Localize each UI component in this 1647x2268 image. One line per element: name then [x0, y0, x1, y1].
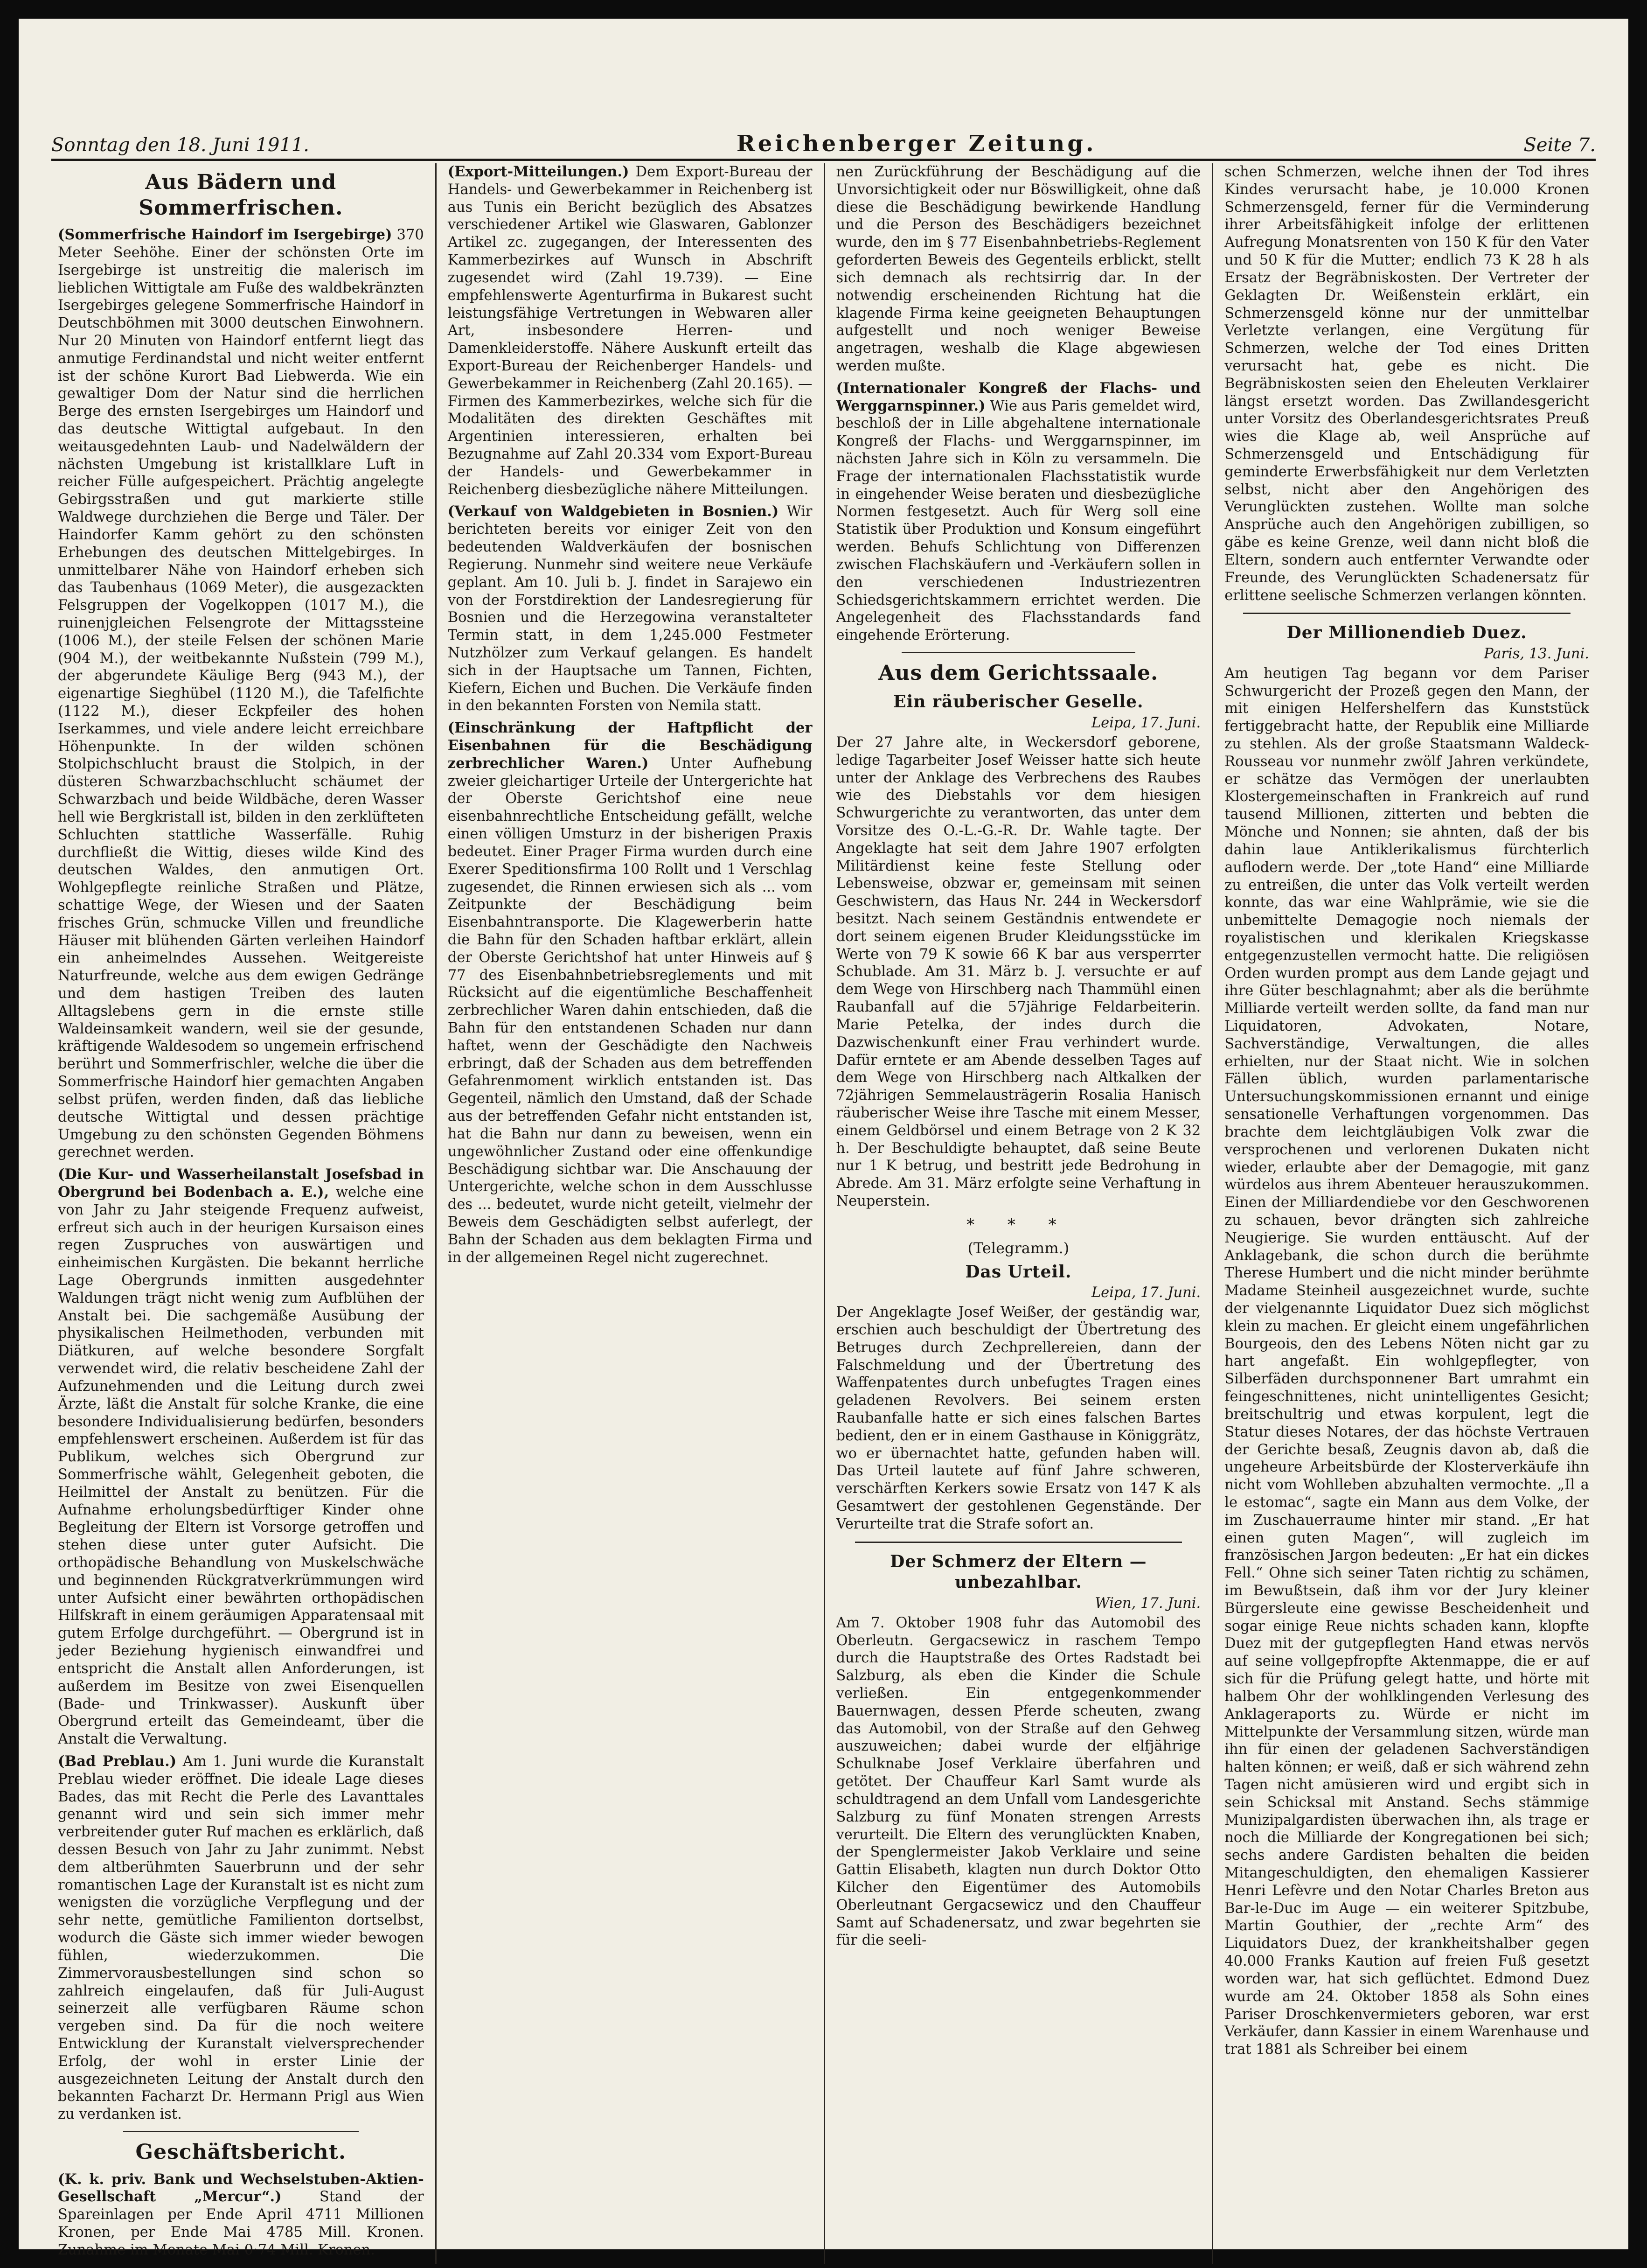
article-body: Dem Export-Bureau der Handels- und Gewerbekammer in Reichenberg ist aus Tunis ein Bericht bezüglich des Absatzes verschiedener Artikel wie Glaswaren, Gablonzer Artikel zc. zugegangen, der Interessenten des Kammerbezirkes auf Wunsch in Abschrift zugesendet wird (Zahl 19.739). — Eine empfehlenswerte Agenturfirma in Bukarest sucht leistungsfähige Vertretungen in Webwaren aller Art, insbesondere Herren- und Damenkleiderstoffe. Nähere Auskunft erteilt das Export-Bureau der Reichenberger Handels- und Gewerbekammer in Reichenberg (Zahl 20.165). — Firmen des Kammerbezirkes, welche sich für die Modalitäten des direkten Geschäftes mit Argentinien interessieren, erhalten bei Bezugnahme auf Zahl 20.334 vom Export-Bureau der Handels- und Gewerbekammer in Reichenberg diesbezügliche nähere Mitteilungen. — [447, 164, 813, 498]
column-3 — [824, 163, 1212, 2264]
article-haftpflicht — [448, 719, 813, 1266]
article-body: Am heutigen Tag begann vor dem Pariser Schwurgericht der Prozeß gegen den Mann, der mit einigen Helfershelfern das Kunststück fertiggebracht hatte, der Republik eine Milliarde zu stehlen. Als der große Staatsmann Waldeck-Rousseau vor nunmehr zwölf Jahren verkündete, er schätze das Vermögen der unerlaubten Klostergemeinschaften in Frankreich auf rund tausend Millionen, zitterten und bebten die Mönche und Nonnen; sie ahnten, daß der bis dahin laue Antiklerikalismus fürchterlich auflodern werde. Der „tote Hand“ eine Milliarde zu entreißen, die unter das Volk verteilt werden konnte, das war eine Wahlprämie, wie sie die unbemittelte Demagogie noch niemals der royalistischen und klerikalen Kriegskasse entgegenzustellen vermocht hatte. Die religiösen Orden wurden prompt aus dem Lande gejagt und ihre Güter beschlagnahmt; aber als die berühmte Milliarde verteilt werden sollte, da fand man nur Liquidatoren, Advokaten, Notare, Sachverständige, Verwaltungen, die alles erhielten, nur der Staat nicht. Wie in solchen Fällen üblich, wurden parlamentarische Untersuchungskommissionen ernannt und einige sensationelle Verhaftungen vorgenommen. Das brachte dem leichtgläubigen Volk zwar die versprochenen und verlorenen Dukaten nicht wieder, erlaubte aber der Demagogie, mit ganz würdelos aus ihrem Abenteuer herauszukommen. Einen der Milliardendiebe vor den Geschworenen zu schauen, bevor drängten sich zahlreiche Neugierige. Sie wurden enttäuscht. Auf der Anklagebank, die schon durch die berühmte Therese Humbert und die nicht minder berühmte Madame Steinheil ausgezeichnet wurde, suchte der vielgenannte Liquidator Duez sich möglichst klein zu machen. Er gleicht einem ungefährlichen Bourgeois, den des Lebens Nöten nicht gar zu hart angefaßt. Ein wohlgepflegter, von Silberfäden durchsponnener Bart umrahmt ein feingeschnittenes, nicht unintelligentes Gesicht; breitschultrig und etwas korpulent, legt die Statur dieses Notares, der das höchste Vertrauen der Gerichte besaß, Zeugnis davon ab, daß die ungeheure Arbeitsbürde der Klosterverkäufe ihn nicht vom Wohlleben abzuhalten vermochte. „Il a le estomac“, sagte ein Mann aus dem Volke, der im Zuschauerraume hinter mir stand. „Er hat einen guten Magen“, will zugleich im französischen Jargon bedeuten: „Er hat ein dickes Fell.“ Ohne sich seiner Taten richtig zu schämen, im Bewußtsein, daß ihm vor der Jury kleiner Bürgersleute eine gewisse Bescheidenheit und sogar einige Reue nichts schaden kann, klopfte Duez mit der gutgepflegten Hand etwas nervös auf seine vollgepfropfte Aktenmappe, die er auf sich für die Prüfung gelegt hatte, und hörte mit halbem Ohr der wohlklingenden Verlesung des Anklageraports zu. Würde er nicht im Mittelpunkte der Versammlung sitzen, würde man ihn für einen der geladenen Sachverständigen halten können; er weiß, daß er sich während zehn Tagen nicht amüsieren wird und ergibt sich in sein Schicksal mit Anstand. Sechs stämmige Munizipalgardisten überwachen ihn, als trage er noch die Milliarde der Kongregationen bei sich; sechs andere Gardisten behalten die beiden Mitangeschuldigten, den ehemaligen Kassierer Henri Lefèvre und den Notar Charles Breton aus Bar-le-Duc im Auge — ein weiterer Spitzbube, Martin Gouthier, der „rechte Arm“ des Liquidators Duez, der krankheitshalber gegen 40.000 Franks Kaution auf freien Fuß gesetzt worden war, hat sich geflüchtet. Edmond Duez wurde am 24. Oktober 1858 als Sohn eines Pariser Droschkenvermieters geboren, war erst Verkäufer, dann Kassier in einem Warenhause und trat 1881 als Schreiber bei einem — [1224, 665, 1589, 2058]
article-body: nen Zurückführung der Beschädigung auf die Unvorsichtigkeit oder nur Böswilligkeit, ohne daß diese die Beschädigung bewirkende Handlung und die Person des Beschädigers bezeichnet wurde, den im § 77 Eisenbahnbetriebs-Reglement geforderten Beweis des Gegenteils erblickt, stellt sich demnach als rechtsirrig dar. In der notwendig erscheinenden Richtung hat die klagende Firma keine geeigneten Behauptungen aufgestellt und noch weniger Beweise angetragen, weshalb die Klage abgewiesen werden mußte. — [836, 164, 1201, 374]
article-body: schen Schmerzen, welche ihnen der Tod ihres Kindes verursacht habe, je 10.000 Kronen Schmerzensgeld, ferner für die Verminderung ihrer Arbeitsfähigkeit infolge der erlittenen Aufregung Monatsrenten von 150 K für den Vater und 50 K für die Mutter; endlich 73 K 28 h als Ersatz der Begräbniskosten. Der Vertreter der Geklagten Dr. Weißenstein erklärt, ein Schmerzensgeld könne nur der unmittelbar Verletzte verlangen, eine Vergütung für Schmerzen, welche der Tod eines Dritten verursacht hat, gebe es nicht. Die Begräbniskosten seien den Eheleuten Verklairer längst ersetzt worden. Das Zwillandesgericht unter Vorsitz des Oberlandesgerichtsrates Preuß wies die Klage ab, weil Ansprüche auf Schmerzensgeld und Entschädigung für geminderte Erwerbsfähigkeit nur dem Verletzten selbst, nicht aber den Angehörigen des Verunglückten zustehen. Wollte man solche Ansprüche auch den Angehörigen zubilligen, so gäbe es keine Grenze, weil dann nicht bloß die Eltern, sondern auch entfernter Verwandte oder Freunde, des Verunglückten Schadenersatz für erlittene seelische Schmerzen verlangen könnten. — [1224, 164, 1589, 604]
column-2 — [435, 163, 824, 2264]
issue-date: Sonntag den 18. Juni 1911. — [51, 134, 309, 156]
scan-border-left — [0, 0, 19, 2268]
dateline: Paris, 13. Juni. — [1484, 645, 1589, 662]
article-body: Unter Aufhebung zweier gleichartiger Urteile der Untergerichte hat der Oberste Gerichtshof eine neue eisenbahnrechtliche Entscheidung gefällt, welche einen völligen Umsturz in der bisherigen Praxis bedeutet. Einer Prager Firma wurden durch eine Exerer Speditionsfirma 100 Rollt und 1 Verschlag zugesendet, die Rinnen erwiesen sich als ... vom Zeitpunkte der Beschädigung beim Eisenbahntransporte. Die Klagewerberin hatte die Bahn für den Schaden haftbar erklärt, allein der Oberste Gerichtshof hat unter Hinweis auf § 77 des Eisenbahnbetriebsreglements und mit Rücksicht auf die eigentümliche Beschaffenheit zerbrechlicher Waren dahin entschieden, daß die Bahn für den entstandenen Schaden nur dann haftet, wenn der Geschädigte den Nachweis erbringt, daß der Schaden aus dem betreffenden Gefahrenmoment wirklich entstanden ist. Das Gegenteil, nämlich den Umstand, daß der Schade aus der betreffenden Gefahr nicht entstanden ist, hat die Bahn nur dann zu beweisen, wenn ein ungewöhnlicher Zustand oder eine offenkundige Beschädigung sichtbar war. Die Anschauung der Untergerichte, welche schon in dem Ausschlusse des ... bedeutet, wurde nicht geteilt, vielmehr der Beweis dem Geschädigten selbst auferlegt, der Bahn der Schaden aus dem beklagten Firma und in der allgemeinen Regel nicht zugerechnet. — [447, 755, 813, 1266]
section-title-baeder: Aus Bädern und Sommerfrischen. — [139, 170, 343, 220]
article-duez — [1224, 665, 1589, 2059]
article-headline: Der Schmerz der Eltern — unbezahlbar. — [890, 1551, 1147, 1592]
article-body: Stand der Spareinlagen per Ende April 4711 Millionen Kronen, per Ende Mai 4785 Mill. Kronen. Zunahme im Monate Mai 0·74 Mill. Kronen. — [58, 2189, 424, 2258]
divider — [1243, 613, 1571, 614]
page-header — [51, 126, 1596, 161]
article-body: Der Angeklagte Josef Weißer, der geständig war, erschien auch beschuldigt der Übertretung des Betruges durch Zechprellereien, dann der Falschmeldung und der Übertretung des Waffenpatentes durch unbefugtes Tragen eines geladenen Revolvers. Bei seinem ersten Raubanfalle hatte er sich eines falschen Bartes bedient, den er in einem Gasthause in Königgrätz, wo er übernachtet hatte, gefunden haben will. Das Urteil lautete auf fünf Jahre schweren, verschärften Kerkers sowie Ersatz von 147 K als Gesamtwert der gestohlenen Gegenstände. Der Verurteilte trat die Strafe sofort an. — [836, 1304, 1201, 1532]
column-4 — [1212, 163, 1600, 2264]
telegram-kicker: (Telegramm.) — [967, 1239, 1070, 1257]
article-body: Der 27 Jahre alte, in Weckersdorf geborene, ledige Tagarbeiter Josef Weisser hatte sich heute unter der Anklage des Verbrechens des Raubes wie des Diebstahls vor dem hiesigen Schwurgerichte zu verantworten, das unter dem Vorsitze des O.-L.-G.-R. Dr. Wahle tagte. Der Angeklagte hat seit dem Jahre 1907 erfolgten Militärdienst keine feste Stellung oder Lebensweise, obzwar er, gemeinsam mit seinen Geschwistern, das Haus Nr. 244 in Weckersdorf besitzt. Nach seinem Geständnis entwendete er dort seinem eigenen Bruder Kleidungsstücke im Werte von 79 K sowie 66 K bar aus versperrter Schublade. Am 31. März b. J. versuchte er auf dem Wege von Hirschberg nach Thammühl einen Raubanfall auf die 57jährige Feldarbeiterin. Marie Petelka, der indes durch die Dazwischenkunft einer Frau verhindert wurde. Dafür erntete er am Abende desselben Tages auf dem Wege von Hirschberg nach Altkalken der 72jährigen Semmelausträgerin Rosalia Hanisch räuberischer Weise ihre Tasche mit einem Messer, einem Geldbörsel und einem Betrage von 2 K 32 h. Der Beschuldigte behauptet, daß seine Beute nur 1 K betrug, und bestritt jede Bedrohung in Abrede. Am 31. März erfolgte seine Verhaftung in Neuperstein. — [836, 734, 1201, 1210]
text-columns — [47, 163, 1600, 2258]
dateline: Leipa, 17. Juni. — [1091, 715, 1201, 732]
article-headline: Ein räuberischer Geselle. — [893, 692, 1144, 712]
article-title: (Internationaler Kongreß der Flachs- und Werggarnspinner.) — [836, 379, 1201, 414]
article-title: (Die Kur- und Wasserheilanstalt Josefsbad in Obergrund bei Bodenbach a. E.), — [58, 1166, 424, 1200]
article-body: Am 7. Oktober 1908 fuhr das Automobil des Oberleutn. Gergacsewicz in raschem Tempo durch die Hauptstraße des Ortes Radstadt bei Salzburg, als eben die Kinder die Schule verließen. Ein entgegenkommender Bauernwagen, dessen Pferde scheuten, zwang das Automobil, von der Straße auf den Gehweg auszuweichen; dabei wurde der elfjährige Schulknabe Josef Verklaire überfahren und getötet. Der Chauffeur Karl Samt wurde als schuldtragend an dem Unfall vom Landesgerichte Salzburg zu fünf Monaten strengen Arrests verurteilt. Die Eltern des verunglückten Knaben, der Spenglermeister Jakob Verklaire und seine Gattin Elisabeth, klagten nun durch Doktor Otto Kilcher den Eigentümer des Automobils Oberleutnant Gergacsewicz und den Chauffeur Samt auf Schadenersatz, und zwar begehrten sie für die seeli- — [836, 1614, 1201, 1949]
divider — [855, 1542, 1182, 1543]
article-title: (Export-Mitteilungen.) — [447, 163, 629, 180]
article-headline: Das Urteil. — [965, 1262, 1072, 1282]
article-schmerz-eltern — [836, 1614, 1201, 1949]
divider — [902, 652, 1136, 653]
scan-border-right — [1628, 0, 1647, 2268]
asterism: * * * — [966, 1215, 1070, 1234]
article-haftpflicht-continued — [836, 163, 1201, 375]
article-title: (Einschränkung der Haftpflicht der Eisenbahnen für die Beschädigung zerbrechlicher Waren.) — [447, 719, 813, 772]
dateline: Leipa, 17. Juni. — [1091, 1284, 1201, 1301]
article-body: welche eine von Jahr zu Jahr steigende Frequenz aufweist, erfreut sich auch in der heurigen Kursaison eines regen Zuspruches von auswärtigen und einheimischen Kurgästen. Die bekannt herrliche Lage Obergrunds inmitten ausgedehnter Waldungen trägt nicht wenig zum Aufblühen der Anstalt bei. Die sachgemäße Ausübung der physikalischen Heilmethoden, verbunden mit Diätkuren, auf welche besondere Sorgfalt verwendet wird, die relativ bescheidene Zahl der Aufzunehmenden und die Leitung durch zwei Ärzte, läßt die Anstalt für solche Kranke, die eine besondere Individualisierung bedürfen, besonders empfehlenswert erscheinen. Außerdem ist für das Publikum, welches sich Obergrund zur Sommerfrische wählt, Gelegenheit geboten, die Heilmittel der Anstalt zu benützen. Für die Aufnahme erholungsbedürftiger Kinder ohne Begleitung der Eltern ist Vorsorge getroffen und stehen diese unter guter Aufsicht. Die orthopädische Behandlung von Muskelschwäche und beginnenden Rückgratverkrümmungen wird unter Aufsicht einer bewährten orthopädischen Hilfskraft in einem geräumigen Apparatensaal mit gutem Erfolge durchgeführt. — Obergrund ist in jeder Beziehung hygienisch einwandfrei und entspricht die Anstalt allen Anforderungen, ist außerdem im Besitze von zwei Eisenquellen (Bade- und Trinkwasser). Auskunft über Obergrund erteilt das Gemeindeamt, über die Anstalt die Verwaltung. — [58, 1184, 424, 1748]
article-title: (K. k. priv. Bank und Wechselstuben-Aktien-Gesellschaft „Mercur“.) — [58, 2170, 424, 2205]
article-preblau — [58, 1753, 424, 2123]
article-title: (Bad Preblau.) — [58, 1752, 177, 1770]
dateline: Wien, 17. Juni. — [1095, 1595, 1201, 1612]
article-title: (Sommerfrische Haindorf im Isergebirge) — [58, 226, 392, 244]
article-urteil — [836, 1304, 1201, 1533]
scan-border-top — [0, 0, 1647, 19]
article-bosnien — [448, 503, 813, 715]
page-number: Seite 7. — [1523, 134, 1596, 156]
article-flachs-kongress — [836, 380, 1201, 644]
article-raeuber — [836, 734, 1201, 1210]
article-headline: Der Millionendieb Duez. — [1286, 623, 1527, 643]
section-title-geschaeftsbericht: Geschäftsbericht. — [135, 2140, 347, 2164]
divider — [123, 2131, 359, 2132]
article-body: Wie aus Paris gemeldet wird, beschloß der in Lille abgehaltene internationale Kongreß der Flachs- und Werggarnspinner, im nächsten Jahre sich in Köln zu versammeln. Die Frage der internationalen Flachsstatistik wurde in eingehender Weise beraten und diesbezügliche Normen festgesetzt. Auch für Werg soll eine Statistik über Produktion und Konsum eingeführt werden. Behufs Schlichtung von Differenzen zwischen Flachskäufern und -Verkäufern sollen in den verschiedenen Industriezentren Schiedsgerichtskammern errichtet werden. Die Angelegenheit des Flachsstandards fand eingehende Erörterung. — [836, 398, 1201, 644]
column-1 — [47, 163, 435, 2264]
masthead-title: Reichenberger Zeitung. — [736, 131, 1097, 157]
article-title: (Verkauf von Waldgebieten in Bosnien.) — [447, 503, 779, 520]
article-schmerz-eltern-continued — [1224, 163, 1589, 604]
section-title-gerichtssaal: Aus dem Gerichtssaale. — [878, 661, 1159, 685]
article-josefsbad — [58, 1166, 424, 1748]
article-haindorf — [58, 226, 424, 1161]
article-mercur — [58, 2171, 424, 2259]
article-export — [448, 163, 813, 498]
article-body: 370 Meter Seehöhe. Einer der schönsten Orte im Isergebirge ist unstreitig die malerisch im lieblichen Wittigtale am Fuße des waldbekränzten Isergebirges gelegene Sommerfrische Haindorf in Deutschböhmen mit 3000 deutschen Einwohnern. Nur 20 Minuten von Haindorf entfernt liegt das anmutige Ferdinandstal und nicht weiter entfernt ist der schöne Kurort Bad Liebwerda. Wie ein gewaltiger Dom der Natur sind die herrlichen Berge des ernsten Isergebirges um Haindorf und das deutsche Wittigtal aufgebaut. In den weitausgedehnten Laub- und Nadelwäldern der nächsten Umgebung ist kristallklare Luft in reicher Fülle aufgespeichert. Prächtig angelegte Gebirgsstraßen und gut markierte stille Waldwege durchziehen die Berge und Täler. Der Haindorfer Kamm gehört zu den schönsten Erhebungen des deutschen Mittelgebirges. In unmittelbarer Nähe von Haindorf erheben sich das Taubenhaus (1069 Meter), die ausgezackten Felsgruppen der Vogelkoppen (1017 M.), die ruinenjgleichen Felsengrote der Mittagssteine (1006 M.), der steile Felsen der schönen Marie (904 M.), der weitbekannte Nußstein (799 M.), der abgerundete Käulige Berg (943 M.), der eigenartige Sieghübel (1120 M.), die Tafelfichte (1122 M.), dieser Eckpfeiler des hohen Iserkammes, und viele andere leicht erreichbare Höhenpunkte. In der wilden schönen Stolpichschlucht braust die Stolpich, in der düsteren Schwarzbachschlucht schäumet der Schwarzbach und beide Wildbäche, deren Wasser hell wie Bergkristall ist, bilden in den zerklüfteten Schluchten stattliche Wasserfälle. Ruhig durchfließt die Wittig, dieses wilde Kind des deutschen Waldes, den anmutigen Ort. Wohlgepflegte reinliche Straßen und Plätze, schattige Wege, der Wiesen und der Saaten frisches Grün, schmucke Villen und freundliche Häuser mit blühenden Gärten verleihen Haindorf ein anheimelndes Aussehen. Weitgereiste Naturfreunde, welche aus dem ewigen Gedränge und dem hastigen Treiben des lauten Alltagslebens gern in die ernste stille Waldeinsamkeit wandern, weil sie der gesunde, kräftigende Waldesodem so ungemein erfrischend berührt und Sommerfrischler, welche die über die Sommerfrische Haindorf hier gemachten Angaben selbst prüfen, werden finden, daß das liebliche deutsche Wittigtal und dessen prächtige Umgebung zu den schönsten Gegenden Böhmens gerechnet werden. — [58, 227, 424, 1161]
article-body: Wir berichteten bereits vor einiger Zeit von den bedeutenden Waldverkäufen der bosnischen Regierung. Nunmehr sind weitere neue Verkäufe geplant. Am 10. Juli b. J. findet in Sarajewo ein von der Forstdirektion der Landesregierung für Bosnien und die Herzegowina veranstalteter Termin statt, in dem 1,245.000 Festmeter Nutzhölzer zum Verkauf gelangen. Es handelt sich in der Hauptsache um Tannen, Fichten, Kiefern, Eichen und Buchen. Die Verkäufe finden in den bekannten Forsten von Nemila statt. — [447, 503, 813, 714]
article-body: Am 1. Juni wurde die Kuranstalt Preblau wieder eröffnet. Die ideale Lage dieses Bades, das mit Recht die Perle des Lavanttales genannt wird und sein sich immer mehr verbreitender guter Ruf machen es erklärlich, daß dessen Besuch von Jahr zu Jahr zunimmt. Nebst dem altberühmten Sauerbrunn und der sehr romantischen Lage der Kuranstalt ist es nicht zum wenigsten die vorzügliche Verpflegung und der sehr nette, gemütliche Familienton dortselbst, wodurch die Gäste sich immer wieder bewogen fühlen, wiederzukommen. Die Zimmervorausbestellungen sind schon so zahlreich eingelaufen, daß für Juli-August seinerzeit alle verfügbaren Räume schon vergeben sind. Da für die noch weitere Entwicklung der Kuranstalt vielversprechender Erfolg, der wohl in erster Linie der ausgezeichneten Leitung der Anstalt durch den bekannten Facharzt Dr. Hermann Prigl aus Wien zu verdanken ist. — [58, 1753, 424, 2123]
